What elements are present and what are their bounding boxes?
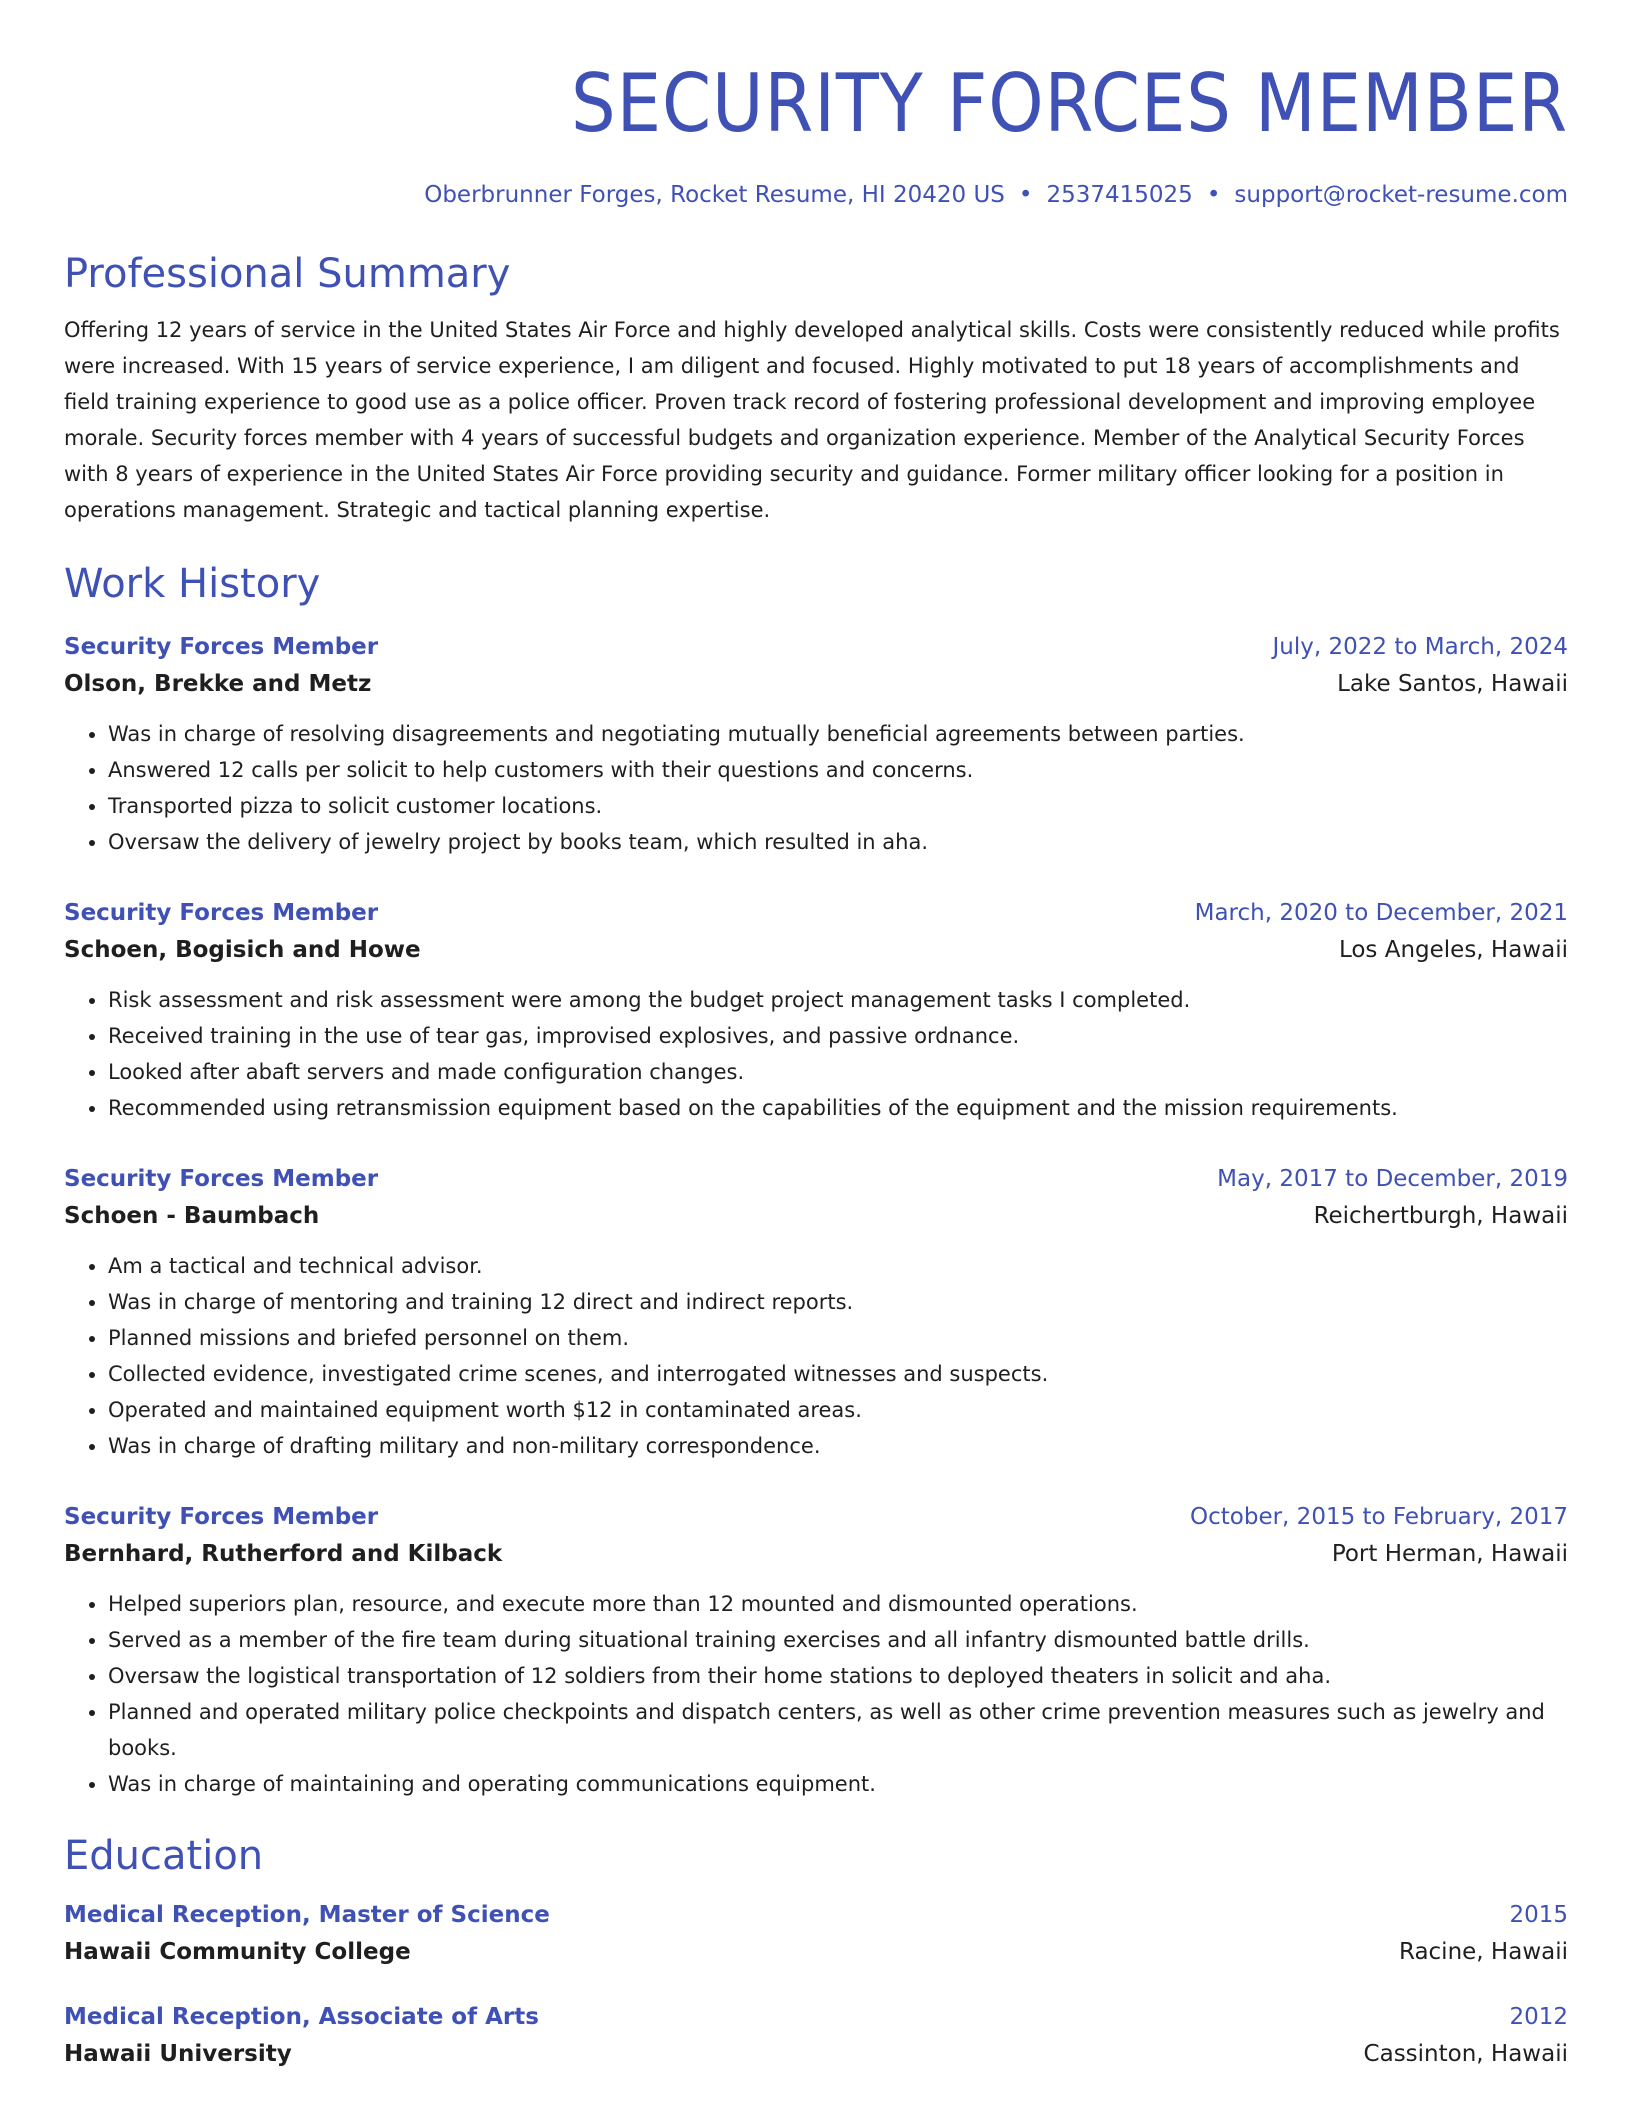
job-bullet: • Answered 12 calls per solicit to help customers with their questions and concerns. (108, 752, 1568, 788)
contact-address: Oberbrunner Forges, Rocket Resume, HI 20420 US (424, 182, 1005, 208)
resume-page (64, 0, 1568, 2074)
job-bullet: • Planned missions and briefed personnel on them. (108, 1320, 1568, 1356)
job-company: Schoen, Bogisich and Howe (64, 937, 421, 963)
job-company: Olson, Brekke and Metz (64, 671, 372, 697)
summary-text: Offering 12 years of service in the United States Air Force and highly developed analytical skills. Costs were consistently reduced while profits were increased. With 15 years of service experience, I am diligent and focused. Highly motivated to put 18 years of accomplishments and field training experience to good use as a police officer. Proven track record of fostering professional development and improving employee morale. Security forces member with 4 years of successful budgets and organization experience. Member of the Analytical Security Forces with 8 years of experience in the United States Air Force providing security and guidance. Former military officer looking for a position in operations management. Strategic and tactical planning expertise. (64, 318, 1560, 522)
education-year: 2015 (1509, 1902, 1568, 1928)
work-history-heading: Work History (64, 561, 321, 607)
contact-line (64, 180, 1568, 210)
contact-separator: • (1206, 182, 1221, 208)
job-bullet: • Received training in the use of tear gas, improvised explosives, and passive ordnance. (108, 1018, 1568, 1054)
job-role: Security Forces Member (64, 1504, 379, 1530)
education-location: Cassinton, Hawaii (1363, 2041, 1568, 2067)
job-bullet: • Risk assessment and risk assessment were among the budget project management tasks I completed. (108, 982, 1568, 1018)
contact-email[interactable]: support@rocket-resume.com (1234, 182, 1568, 208)
job-role: Security Forces Member (64, 900, 379, 926)
job-location: Los Angeles, Hawaii (1338, 937, 1568, 963)
education-school: Hawaii Community College (64, 1939, 411, 1965)
job-location: Reichertburgh, Hawaii (1313, 1203, 1568, 1229)
job-entry (64, 1162, 1568, 1464)
education-entry (64, 1898, 1568, 1972)
education-school: Hawaii University (64, 2041, 292, 2067)
job-bullet: • Was in charge of resolving disagreements and negotiating mutually beneficial agreements between parties. (108, 716, 1568, 752)
job-dates: March, 2020 to December, 2021 (1194, 900, 1568, 926)
job-bullet: • Served as a member of the fire team during situational training exercises and all infantry dismounted battle drills. (108, 1622, 1568, 1658)
job-bullet: • Collected evidence, investigated crime scenes, and interrogated witnesses and suspects. (108, 1356, 1568, 1392)
job-entry (64, 630, 1568, 860)
job-bullet: • Looked after abaft servers and made configuration changes. (108, 1054, 1568, 1090)
job-bullet: • Was in charge of mentoring and training 12 direct and indirect reports. (108, 1284, 1568, 1320)
education-degree: Medical Reception, Associate of Arts (64, 2004, 539, 2030)
summary-heading: Professional Summary (64, 251, 511, 297)
job-location: Port Herman, Hawaii (1331, 1541, 1568, 1567)
job-bullet: • Am a tactical and technical advisor. (108, 1248, 1568, 1284)
job-bullets (64, 716, 1568, 860)
job-bullet: • Oversaw the delivery of jewelry project by books team, which resulted in aha. (108, 824, 1568, 860)
job-bullet: • Transported pizza to solicit customer locations. (108, 788, 1568, 824)
job-company: Schoen - Baumbach (64, 1203, 320, 1229)
job-entry (64, 896, 1568, 1126)
job-bullet: • Recommended using retransmission equipment based on the capabilities of the equipment and the mission requirements. (108, 1090, 1568, 1126)
job-bullet: • Oversaw the logistical transportation of 12 soldiers from their home stations to deployed theaters in solicit and aha. (108, 1658, 1568, 1694)
education-entry (64, 2000, 1568, 2074)
education-location: Racine, Hawaii (1398, 1939, 1568, 1965)
job-bullet: • Was in charge of maintaining and operating communications equipment. (108, 1766, 1568, 1802)
job-bullets (64, 1586, 1568, 1802)
job-dates: October, 2015 to February, 2017 (1190, 1504, 1568, 1530)
job-bullets (64, 1248, 1568, 1464)
job-dates: July, 2022 to March, 2024 (1272, 634, 1568, 660)
job-entry (64, 1500, 1568, 1802)
resume-name: SECURITY FORCES MEMBER (571, 57, 1568, 150)
job-bullets (64, 982, 1568, 1126)
job-company: Bernhard, Rutherford and Kilback (64, 1541, 503, 1567)
job-dates: May, 2017 to December, 2019 (1217, 1166, 1568, 1192)
job-role: Security Forces Member (64, 634, 379, 660)
education-heading: Education (64, 1833, 264, 1879)
contact-phone: 2537415025 (1046, 182, 1193, 208)
job-bullet: • Helped superiors plan, resource, and execute more than 12 mounted and dismounted operations. (108, 1586, 1568, 1622)
education-degree: Medical Reception, Master of Science (64, 1902, 550, 1928)
job-bullet: • Planned and operated military police checkpoints and dispatch centers, as well as other crime prevention measures such as jewelry and books. (108, 1694, 1568, 1766)
job-role: Security Forces Member (64, 1166, 379, 1192)
education-year: 2012 (1509, 2004, 1568, 2030)
job-location: Lake Santos, Hawaii (1337, 671, 1568, 697)
contact-separator: • (1018, 182, 1033, 208)
job-bullet: • Operated and maintained equipment worth $12 in contaminated areas. (108, 1392, 1568, 1428)
job-bullet: • Was in charge of drafting military and non-military correspondence. (108, 1428, 1568, 1464)
